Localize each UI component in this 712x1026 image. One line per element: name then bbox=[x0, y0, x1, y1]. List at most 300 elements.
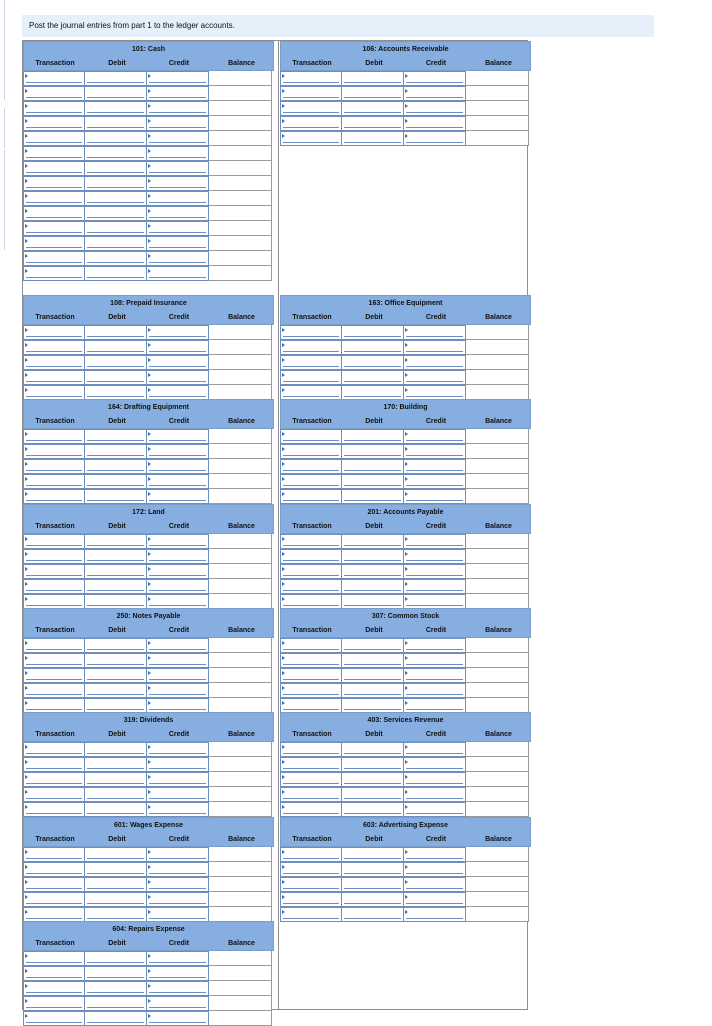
transaction-input[interactable] bbox=[23, 579, 85, 594]
debit-input[interactable] bbox=[342, 787, 404, 802]
credit-input[interactable] bbox=[147, 534, 209, 549]
ledger-account bbox=[23, 608, 274, 713]
debit-input[interactable] bbox=[85, 638, 147, 653]
credit-input[interactable] bbox=[404, 131, 466, 146]
debit-input[interactable] bbox=[342, 534, 404, 549]
credit-input[interactable] bbox=[147, 221, 209, 236]
transaction-input[interactable] bbox=[280, 907, 342, 922]
transaction-input[interactable] bbox=[280, 340, 342, 355]
transaction-input[interactable] bbox=[23, 221, 85, 236]
credit-input[interactable] bbox=[147, 251, 209, 266]
transaction-input[interactable] bbox=[23, 564, 85, 579]
credit-input[interactable] bbox=[404, 370, 466, 385]
debit-input[interactable] bbox=[85, 757, 147, 772]
transaction-input[interactable] bbox=[280, 638, 342, 653]
ledger-row bbox=[280, 668, 531, 683]
column-header-debit: Debit bbox=[365, 836, 383, 843]
column-header-balance: Balance bbox=[228, 627, 255, 634]
credit-input[interactable] bbox=[147, 847, 209, 862]
balance-cell bbox=[209, 131, 272, 146]
credit-input[interactable] bbox=[147, 996, 209, 1011]
debit-input[interactable] bbox=[85, 549, 147, 564]
transaction-input[interactable] bbox=[23, 653, 85, 668]
debit-input[interactable] bbox=[342, 877, 404, 892]
debit-input[interactable] bbox=[85, 221, 147, 236]
transaction-input[interactable] bbox=[280, 355, 342, 370]
debit-input[interactable] bbox=[85, 459, 147, 474]
credit-input[interactable] bbox=[404, 86, 466, 101]
debit-input[interactable] bbox=[85, 206, 147, 221]
transaction-input[interactable] bbox=[280, 653, 342, 668]
credit-input[interactable] bbox=[147, 191, 209, 206]
credit-input[interactable] bbox=[404, 564, 466, 579]
debit-input[interactable] bbox=[342, 385, 404, 400]
credit-input[interactable] bbox=[147, 638, 209, 653]
debit-input[interactable] bbox=[342, 101, 404, 116]
debit-input[interactable] bbox=[85, 176, 147, 191]
credit-input[interactable] bbox=[147, 86, 209, 101]
transaction-input[interactable] bbox=[23, 355, 85, 370]
column-header-transaction: Transaction bbox=[35, 731, 75, 738]
transaction-input[interactable] bbox=[280, 772, 342, 787]
transaction-input[interactable] bbox=[23, 340, 85, 355]
ledger-header bbox=[23, 399, 274, 429]
debit-input[interactable] bbox=[85, 698, 147, 713]
credit-input[interactable] bbox=[404, 325, 466, 340]
column-header-debit: Debit bbox=[365, 523, 383, 530]
debit-input[interactable] bbox=[342, 683, 404, 698]
credit-input[interactable] bbox=[147, 116, 209, 131]
transaction-input[interactable] bbox=[280, 534, 342, 549]
debit-input[interactable] bbox=[85, 877, 147, 892]
transaction-input[interactable] bbox=[23, 772, 85, 787]
debit-input[interactable] bbox=[85, 71, 147, 86]
debit-input[interactable] bbox=[342, 340, 404, 355]
ledger-row bbox=[280, 772, 531, 787]
transaction-input[interactable] bbox=[23, 444, 85, 459]
transaction-input[interactable] bbox=[280, 489, 342, 504]
debit-input[interactable] bbox=[85, 534, 147, 549]
column-header-credit: Credit bbox=[168, 627, 190, 634]
transaction-input[interactable] bbox=[280, 862, 342, 877]
credit-input[interactable] bbox=[404, 653, 466, 668]
transaction-input[interactable] bbox=[23, 907, 85, 922]
ledger-row bbox=[23, 594, 274, 609]
transaction-input[interactable] bbox=[23, 742, 85, 757]
debit-input[interactable] bbox=[342, 772, 404, 787]
transaction-input[interactable] bbox=[23, 429, 85, 444]
credit-input[interactable] bbox=[404, 847, 466, 862]
credit-input[interactable] bbox=[404, 340, 466, 355]
transaction-input[interactable] bbox=[23, 757, 85, 772]
transaction-input[interactable] bbox=[23, 86, 85, 101]
credit-input[interactable] bbox=[147, 206, 209, 221]
ledger-row bbox=[280, 757, 531, 772]
debit-input[interactable] bbox=[342, 579, 404, 594]
debit-input[interactable] bbox=[85, 429, 147, 444]
ledger-row bbox=[280, 742, 531, 757]
transaction-input[interactable] bbox=[23, 266, 85, 281]
transaction-input[interactable] bbox=[23, 549, 85, 564]
transaction-input[interactable] bbox=[280, 579, 342, 594]
ledger-row bbox=[280, 594, 531, 609]
ledger-title: 403: Services Revenue bbox=[367, 717, 444, 724]
credit-input[interactable] bbox=[147, 892, 209, 907]
debit-input[interactable] bbox=[85, 131, 147, 146]
balance-cell bbox=[466, 459, 529, 474]
transaction-input[interactable] bbox=[23, 951, 85, 966]
balance-cell bbox=[209, 86, 272, 101]
credit-input[interactable] bbox=[147, 907, 209, 922]
credit-input[interactable] bbox=[404, 579, 466, 594]
credit-input[interactable] bbox=[147, 668, 209, 683]
debit-input[interactable] bbox=[342, 907, 404, 922]
debit-input[interactable] bbox=[85, 101, 147, 116]
transaction-input[interactable] bbox=[280, 564, 342, 579]
credit-input[interactable] bbox=[404, 459, 466, 474]
transaction-input[interactable] bbox=[23, 996, 85, 1011]
transaction-input[interactable] bbox=[280, 742, 342, 757]
debit-input[interactable] bbox=[85, 325, 147, 340]
column-header-transaction: Transaction bbox=[292, 731, 332, 738]
column-header-transaction: Transaction bbox=[292, 60, 332, 67]
transaction-input[interactable] bbox=[280, 877, 342, 892]
credit-input[interactable] bbox=[404, 355, 466, 370]
transaction-input[interactable] bbox=[280, 787, 342, 802]
transaction-input[interactable] bbox=[280, 429, 342, 444]
debit-input[interactable] bbox=[85, 251, 147, 266]
debit-input[interactable] bbox=[85, 772, 147, 787]
credit-input[interactable] bbox=[404, 683, 466, 698]
credit-input[interactable] bbox=[404, 802, 466, 817]
transaction-input[interactable] bbox=[280, 385, 342, 400]
debit-input[interactable] bbox=[85, 802, 147, 817]
transaction-input[interactable] bbox=[280, 698, 342, 713]
ledger-row bbox=[280, 579, 531, 594]
credit-input[interactable] bbox=[404, 877, 466, 892]
debit-input[interactable] bbox=[85, 355, 147, 370]
debit-input[interactable] bbox=[85, 966, 147, 981]
credit-input[interactable] bbox=[147, 698, 209, 713]
debit-input[interactable] bbox=[85, 474, 147, 489]
credit-input[interactable] bbox=[147, 757, 209, 772]
debit-input[interactable] bbox=[85, 236, 147, 251]
transaction-input[interactable] bbox=[23, 698, 85, 713]
debit-input[interactable] bbox=[342, 802, 404, 817]
ledger-account bbox=[23, 295, 274, 400]
debit-input[interactable] bbox=[85, 653, 147, 668]
debit-input[interactable] bbox=[342, 489, 404, 504]
ledger-row bbox=[23, 459, 274, 474]
debit-input[interactable] bbox=[342, 862, 404, 877]
debit-input[interactable] bbox=[342, 564, 404, 579]
debit-input[interactable] bbox=[342, 444, 404, 459]
credit-input[interactable] bbox=[404, 862, 466, 877]
transaction-input[interactable] bbox=[23, 116, 85, 131]
debit-input[interactable] bbox=[342, 131, 404, 146]
credit-input[interactable] bbox=[147, 802, 209, 817]
transaction-input[interactable] bbox=[280, 892, 342, 907]
debit-input[interactable] bbox=[342, 847, 404, 862]
transaction-input[interactable] bbox=[23, 325, 85, 340]
balance-cell bbox=[466, 549, 529, 564]
balance-cell bbox=[466, 757, 529, 772]
credit-input[interactable] bbox=[147, 474, 209, 489]
credit-input[interactable] bbox=[147, 266, 209, 281]
credit-input[interactable] bbox=[404, 474, 466, 489]
left-panel-edge bbox=[0, 150, 5, 250]
debit-input[interactable] bbox=[85, 266, 147, 281]
ledger-account bbox=[23, 399, 274, 504]
credit-input[interactable] bbox=[147, 951, 209, 966]
credit-input[interactable] bbox=[404, 429, 466, 444]
transaction-input[interactable] bbox=[280, 370, 342, 385]
transaction-input[interactable] bbox=[280, 325, 342, 340]
ledger-title: 170: Building bbox=[383, 404, 428, 411]
transaction-input[interactable] bbox=[23, 892, 85, 907]
transaction-input[interactable] bbox=[23, 877, 85, 892]
transaction-input[interactable] bbox=[23, 966, 85, 981]
ledger-row bbox=[280, 101, 531, 116]
balance-cell bbox=[466, 877, 529, 892]
ledger-account bbox=[280, 295, 531, 400]
credit-input[interactable] bbox=[147, 459, 209, 474]
debit-input[interactable] bbox=[342, 325, 404, 340]
ledger-header bbox=[280, 712, 531, 742]
credit-input[interactable] bbox=[147, 653, 209, 668]
debit-input[interactable] bbox=[342, 638, 404, 653]
credit-input[interactable] bbox=[147, 146, 209, 161]
column-header-credit: Credit bbox=[168, 731, 190, 738]
transaction-input[interactable] bbox=[23, 176, 85, 191]
credit-input[interactable] bbox=[404, 772, 466, 787]
ledger-row bbox=[280, 653, 531, 668]
credit-input[interactable] bbox=[147, 981, 209, 996]
transaction-input[interactable] bbox=[280, 757, 342, 772]
column-header-balance: Balance bbox=[228, 731, 255, 738]
ledger-row bbox=[280, 802, 531, 817]
balance-cell bbox=[466, 638, 529, 653]
debit-input[interactable] bbox=[85, 370, 147, 385]
credit-input[interactable] bbox=[147, 370, 209, 385]
debit-input[interactable] bbox=[342, 429, 404, 444]
debit-input[interactable] bbox=[85, 742, 147, 757]
transaction-input[interactable] bbox=[23, 459, 85, 474]
debit-input[interactable] bbox=[85, 86, 147, 101]
balance-cell bbox=[209, 266, 272, 281]
debit-input[interactable] bbox=[342, 698, 404, 713]
debit-input[interactable] bbox=[342, 459, 404, 474]
debit-input[interactable] bbox=[85, 594, 147, 609]
credit-input[interactable] bbox=[147, 236, 209, 251]
credit-input[interactable] bbox=[147, 131, 209, 146]
credit-input[interactable] bbox=[404, 444, 466, 459]
transaction-input[interactable] bbox=[23, 847, 85, 862]
transaction-input[interactable] bbox=[23, 146, 85, 161]
credit-input[interactable] bbox=[404, 71, 466, 86]
column-header-debit: Debit bbox=[108, 523, 126, 530]
credit-input[interactable] bbox=[147, 355, 209, 370]
credit-input[interactable] bbox=[404, 534, 466, 549]
debit-input[interactable] bbox=[85, 892, 147, 907]
transaction-input[interactable] bbox=[23, 787, 85, 802]
credit-input[interactable] bbox=[147, 71, 209, 86]
ledger-row bbox=[23, 266, 274, 281]
debit-input[interactable] bbox=[342, 474, 404, 489]
credit-input[interactable] bbox=[404, 594, 466, 609]
credit-input[interactable] bbox=[147, 683, 209, 698]
debit-input[interactable] bbox=[342, 549, 404, 564]
balance-cell bbox=[466, 86, 529, 101]
credit-input[interactable] bbox=[147, 594, 209, 609]
debit-input[interactable] bbox=[342, 116, 404, 131]
credit-input[interactable] bbox=[404, 101, 466, 116]
transaction-input[interactable] bbox=[280, 71, 342, 86]
debit-input[interactable] bbox=[85, 161, 147, 176]
credit-input[interactable] bbox=[147, 862, 209, 877]
credit-input[interactable] bbox=[404, 385, 466, 400]
credit-input[interactable] bbox=[404, 116, 466, 131]
credit-input[interactable] bbox=[147, 742, 209, 757]
debit-input[interactable] bbox=[85, 385, 147, 400]
transaction-input[interactable] bbox=[280, 459, 342, 474]
credit-input[interactable] bbox=[404, 698, 466, 713]
transaction-input[interactable] bbox=[280, 683, 342, 698]
credit-input[interactable] bbox=[147, 101, 209, 116]
debit-input[interactable] bbox=[342, 370, 404, 385]
transaction-input[interactable] bbox=[23, 161, 85, 176]
debit-input[interactable] bbox=[85, 907, 147, 922]
credit-input[interactable] bbox=[404, 742, 466, 757]
transaction-input[interactable] bbox=[23, 594, 85, 609]
transaction-input[interactable] bbox=[23, 474, 85, 489]
balance-cell bbox=[209, 981, 272, 996]
balance-cell bbox=[209, 892, 272, 907]
transaction-input[interactable] bbox=[23, 981, 85, 996]
debit-input[interactable] bbox=[342, 668, 404, 683]
credit-input[interactable] bbox=[147, 325, 209, 340]
credit-input[interactable] bbox=[147, 429, 209, 444]
transaction-input[interactable] bbox=[280, 131, 342, 146]
debit-input[interactable] bbox=[85, 996, 147, 1011]
credit-input[interactable] bbox=[147, 176, 209, 191]
ledger-row bbox=[280, 698, 531, 713]
transaction-input[interactable] bbox=[23, 534, 85, 549]
debit-input[interactable] bbox=[85, 340, 147, 355]
balance-cell bbox=[209, 653, 272, 668]
debit-input[interactable] bbox=[342, 86, 404, 101]
credit-input[interactable] bbox=[147, 489, 209, 504]
transaction-input[interactable] bbox=[23, 206, 85, 221]
credit-input[interactable] bbox=[147, 444, 209, 459]
debit-input[interactable] bbox=[85, 116, 147, 131]
transaction-input[interactable] bbox=[280, 444, 342, 459]
debit-input[interactable] bbox=[85, 981, 147, 996]
debit-input[interactable] bbox=[342, 757, 404, 772]
debit-input[interactable] bbox=[85, 787, 147, 802]
transaction-input[interactable] bbox=[280, 116, 342, 131]
debit-input[interactable] bbox=[85, 489, 147, 504]
transaction-input[interactable] bbox=[23, 668, 85, 683]
debit-input[interactable] bbox=[85, 951, 147, 966]
debit-input[interactable] bbox=[342, 742, 404, 757]
balance-cell bbox=[466, 564, 529, 579]
debit-input[interactable] bbox=[85, 847, 147, 862]
transaction-input[interactable] bbox=[280, 847, 342, 862]
credit-input[interactable] bbox=[147, 966, 209, 981]
transaction-input[interactable] bbox=[23, 101, 85, 116]
credit-input[interactable] bbox=[404, 907, 466, 922]
credit-input[interactable] bbox=[404, 668, 466, 683]
transaction-input[interactable] bbox=[280, 668, 342, 683]
balance-cell bbox=[209, 459, 272, 474]
transaction-input[interactable] bbox=[23, 131, 85, 146]
transaction-input[interactable] bbox=[280, 594, 342, 609]
credit-input[interactable] bbox=[404, 787, 466, 802]
debit-input[interactable] bbox=[342, 355, 404, 370]
debit-input[interactable] bbox=[342, 594, 404, 609]
debit-input[interactable] bbox=[85, 862, 147, 877]
debit-input[interactable] bbox=[342, 71, 404, 86]
debit-input[interactable] bbox=[85, 146, 147, 161]
debit-input[interactable] bbox=[85, 564, 147, 579]
debit-input[interactable] bbox=[85, 579, 147, 594]
debit-input[interactable] bbox=[85, 191, 147, 206]
transaction-input[interactable] bbox=[280, 474, 342, 489]
debit-input[interactable] bbox=[342, 653, 404, 668]
credit-input[interactable] bbox=[147, 877, 209, 892]
ledger-row bbox=[23, 951, 274, 966]
credit-input[interactable] bbox=[147, 579, 209, 594]
credit-input[interactable] bbox=[147, 564, 209, 579]
credit-input[interactable] bbox=[147, 549, 209, 564]
transaction-input[interactable] bbox=[23, 191, 85, 206]
transaction-input[interactable] bbox=[280, 86, 342, 101]
ledger-row bbox=[280, 489, 531, 504]
transaction-input[interactable] bbox=[23, 370, 85, 385]
credit-input[interactable] bbox=[404, 757, 466, 772]
transaction-input[interactable] bbox=[23, 638, 85, 653]
debit-input[interactable] bbox=[342, 892, 404, 907]
credit-input[interactable] bbox=[147, 340, 209, 355]
credit-input[interactable] bbox=[147, 385, 209, 400]
credit-input[interactable] bbox=[147, 787, 209, 802]
credit-input[interactable] bbox=[147, 161, 209, 176]
column-header-balance: Balance bbox=[485, 627, 512, 634]
transaction-input[interactable] bbox=[280, 549, 342, 564]
credit-input[interactable] bbox=[147, 772, 209, 787]
transaction-input[interactable] bbox=[23, 489, 85, 504]
transaction-input[interactable] bbox=[23, 683, 85, 698]
credit-input[interactable] bbox=[404, 489, 466, 504]
transaction-input[interactable] bbox=[280, 101, 342, 116]
transaction-input[interactable] bbox=[23, 862, 85, 877]
credit-input[interactable] bbox=[404, 549, 466, 564]
balance-cell bbox=[209, 176, 272, 191]
transaction-input[interactable] bbox=[280, 802, 342, 817]
credit-input[interactable] bbox=[404, 638, 466, 653]
transaction-input[interactable] bbox=[23, 385, 85, 400]
debit-input[interactable] bbox=[85, 683, 147, 698]
credit-input[interactable] bbox=[404, 892, 466, 907]
transaction-input[interactable] bbox=[23, 251, 85, 266]
transaction-input[interactable] bbox=[23, 236, 85, 251]
debit-input[interactable] bbox=[85, 668, 147, 683]
debit-input[interactable] bbox=[85, 444, 147, 459]
transaction-input[interactable] bbox=[23, 802, 85, 817]
transaction-input[interactable] bbox=[23, 71, 85, 86]
ledger-header bbox=[23, 817, 274, 847]
